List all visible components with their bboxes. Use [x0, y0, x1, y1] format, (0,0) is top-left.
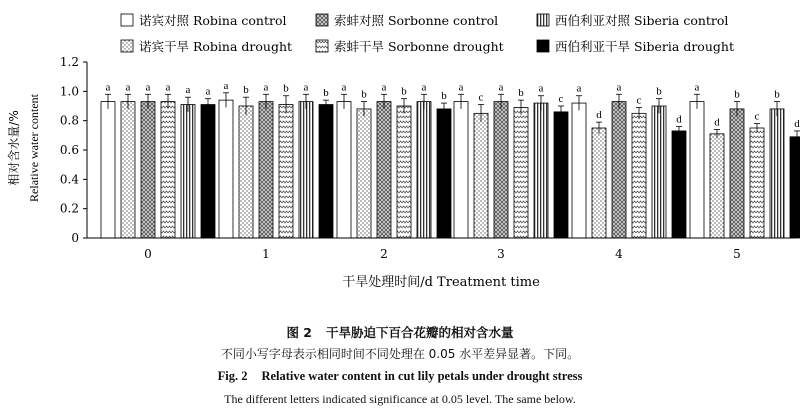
significance-letter: a — [498, 81, 504, 94]
bar — [514, 107, 528, 238]
figure-title-cn-text: 干旱胁迫下百合花瓣的相对含水量 — [326, 325, 514, 340]
y-tick-label: 1.0 — [59, 84, 79, 99]
bar — [437, 109, 451, 238]
significance-letter: d — [794, 117, 800, 130]
significance-letter: a — [421, 81, 427, 94]
x-tick-label: 4 — [615, 247, 623, 261]
figure-title-cn — [0, 323, 800, 341]
significance-letter: b — [361, 88, 367, 101]
bar — [454, 102, 468, 238]
y-axis — [60, 55, 87, 245]
bar — [101, 102, 115, 238]
significance-letter: d — [596, 109, 602, 122]
figure-note-en: The different letters indicated significance at 0.05 level. The same below. — [224, 392, 576, 406]
bars — [101, 80, 800, 238]
significance-letter: b — [774, 88, 780, 101]
significance-letter: c — [478, 91, 484, 104]
x-axis-label: 干旱处理时间/d Treatment time — [342, 275, 540, 290]
bar — [219, 100, 233, 238]
bar — [612, 102, 626, 238]
bar — [554, 112, 568, 238]
significance-letter: b — [656, 85, 662, 98]
bar — [141, 102, 155, 238]
significance-letter: a — [263, 81, 269, 94]
legend-label: 西伯利亚干旱 Siberia drought — [555, 39, 734, 54]
x-axis — [144, 247, 741, 261]
legend — [121, 13, 734, 54]
bar — [181, 105, 195, 238]
figure-title-en — [0, 369, 800, 384]
significance-letter: b — [518, 87, 524, 100]
y-tick-label: 0.6 — [59, 143, 79, 157]
significance-letter: d — [714, 116, 720, 129]
significance-letter: a — [205, 85, 211, 98]
significance-letter: a — [458, 81, 464, 94]
bar — [337, 102, 351, 238]
significance-letter: a — [165, 81, 171, 94]
significance-letter: a — [341, 81, 347, 94]
bar — [357, 109, 371, 238]
legend-swatch — [121, 40, 133, 52]
significance-letter: b — [441, 90, 447, 103]
legend-swatch — [316, 14, 328, 26]
legend-label: 索蚌对照 Sorbonne control — [334, 13, 499, 28]
significance-letter: a — [576, 82, 582, 95]
legend-label: 索蚌干旱 Sorbonne drought — [334, 39, 504, 54]
significance-letter: c — [558, 93, 564, 105]
x-tick-label: 5 — [733, 247, 741, 261]
y-tick-label: 1.2 — [59, 55, 79, 69]
significance-letter: a — [125, 81, 131, 94]
figure-note-cn: 不同小写字母表示相同时间不同处理在 0.05 水平差异显著。下同。 — [220, 347, 580, 361]
bar — [710, 134, 724, 238]
significance-letter: b — [401, 85, 407, 98]
y-tick-label: 0 — [71, 231, 79, 245]
bar — [770, 109, 784, 238]
bar — [672, 131, 686, 238]
bar — [377, 102, 391, 238]
figure-number-en: Fig. 2 — [217, 369, 248, 383]
significance-letter: a — [105, 81, 111, 94]
bar — [494, 102, 508, 238]
bar — [652, 106, 666, 238]
y-tick-label: 0.8 — [59, 113, 79, 128]
x-tick-label: 2 — [380, 247, 388, 261]
significance-letter: c — [754, 110, 760, 123]
bar — [730, 109, 744, 238]
y-tick-label: 0.4 — [59, 172, 79, 187]
bar — [632, 113, 646, 238]
bar — [750, 128, 764, 238]
bar — [534, 103, 548, 238]
bar — [279, 105, 293, 238]
bar — [592, 128, 606, 238]
y-axis-label: 相对含水量/% — [7, 110, 21, 186]
significance-letter: d — [676, 113, 682, 126]
significance-letter: a — [694, 81, 700, 94]
x-tick-label: 0 — [144, 247, 152, 261]
legend-swatch — [121, 14, 133, 26]
x-tick-label: 3 — [497, 247, 505, 261]
legend-label: 诺宾对照 Robina control — [139, 13, 287, 28]
y-tick-label: 0.2 — [59, 201, 79, 216]
figure-title-en-text: Relative water content in cut lily petals under drought stress — [261, 369, 583, 383]
bar — [239, 106, 253, 238]
bar — [790, 137, 800, 238]
figure-number-cn: 图 2 — [286, 325, 313, 340]
legend-swatch — [316, 40, 328, 52]
significance-letter: a — [538, 82, 544, 95]
legend-swatch — [537, 14, 549, 26]
bar — [319, 105, 333, 238]
significance-letter: b — [243, 84, 249, 97]
bar — [121, 102, 135, 238]
bar — [474, 113, 488, 238]
legend-label: 诺宾干旱 Robina drought — [139, 39, 293, 54]
significance-letter: b — [323, 87, 329, 100]
significance-letter: a — [223, 79, 229, 92]
bar — [201, 105, 215, 238]
bar — [417, 102, 431, 238]
significance-letter: b — [283, 82, 289, 95]
significance-letter: a — [303, 81, 309, 94]
x-tick-label: 1 — [262, 247, 270, 261]
bar — [397, 106, 411, 238]
significance-letter: a — [381, 81, 387, 94]
significance-letter: b — [734, 88, 740, 101]
bar — [259, 102, 273, 238]
legend-label: 西伯利亚对照 Siberia control — [555, 13, 729, 28]
bar — [572, 103, 586, 238]
significance-letter: a — [185, 84, 191, 97]
significance-letter: a — [145, 81, 151, 94]
significance-letter: c — [636, 94, 642, 107]
legend-swatch — [537, 40, 549, 52]
significance-letter: a — [616, 81, 622, 94]
y-axis-title — [6, 93, 41, 202]
y-axis-label-en: Relative water content — [27, 94, 41, 202]
bar — [299, 102, 313, 238]
bar — [161, 102, 175, 238]
bar — [690, 102, 704, 238]
